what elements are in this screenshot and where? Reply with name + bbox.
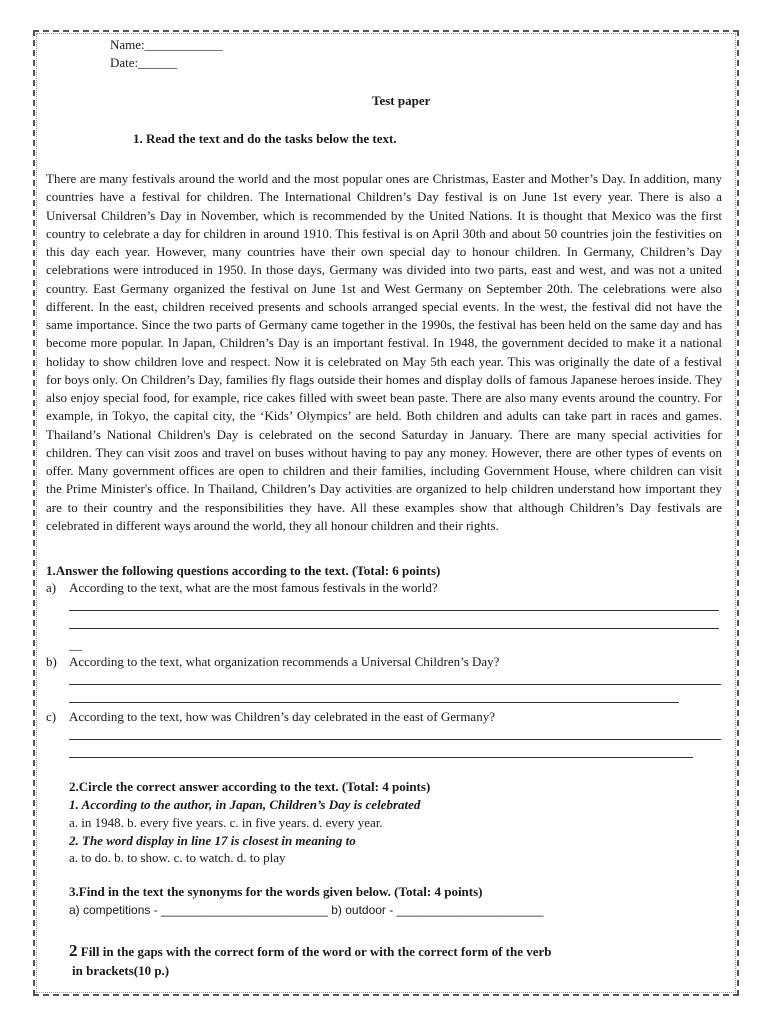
answer-line-b1[interactable] bbox=[69, 684, 721, 685]
answer-line-a1[interactable] bbox=[69, 610, 719, 611]
section1-heading: 1.Answer the following questions according to the text. (Total: 6 points) bbox=[46, 563, 441, 578]
question-c-marker: c) bbox=[46, 709, 57, 724]
answer-line-b2[interactable] bbox=[69, 702, 679, 703]
task1-heading: 1. Read the text and do the tasks below the text. bbox=[133, 131, 397, 146]
name-field-label: Name:____________ bbox=[110, 37, 223, 52]
section2-question2: 2. The word display in line 17 is closest in meaning to bbox=[69, 833, 356, 848]
answer-line-a3[interactable]: __ bbox=[69, 637, 82, 652]
section4-heading-line1: Fill in the gaps with the correct form of the word or with the correct form of the verb bbox=[77, 944, 552, 959]
question-a-text: According to the text, what are the most famous festivals in the world? bbox=[69, 580, 438, 595]
question-a-marker: a) bbox=[46, 580, 57, 595]
section3-synonym-items[interactable]: a) competitions - _________________________ b) outdoor - ______________________ bbox=[69, 903, 544, 917]
section2-question1: 1. According to the author, in Japan, Children’s Day is celebrated bbox=[69, 797, 421, 812]
section4-heading-line2: in brackets(10 p.) bbox=[72, 963, 170, 978]
answer-line-a2[interactable] bbox=[69, 628, 719, 629]
section2-question2-options[interactable]: a. to do. b. to show. c. to watch. d. to play bbox=[69, 850, 286, 865]
answer-line-c1[interactable] bbox=[69, 739, 721, 740]
question-b-marker: b) bbox=[46, 654, 57, 669]
section2-question1-options[interactable]: a. in 1948. b. every five years. c. in five years. d. every year. bbox=[69, 815, 383, 830]
section3-heading: 3.Find in the text the synonyms for the words given below. (Total: 4 points) bbox=[69, 884, 483, 899]
reading-text: There are many festivals around the world and the most popular ones are Christmas, Easter and Mother’s Day. In addition, many countries have a festival for children. The International Children’s Day festival is on June 1st every year. There is also a Universal Children’s Day in November, which is recommended by the United Nations. It is thought that Mexico was the first country to celebrate a day for children in around 1910. This festival is on April 30th and about 50 countries join the festivities on this day each year. However, many countries have their own special day to honour children. In Germany, Children’s Day celebrations were introduced in 1950. In those days, Germany was divided into two parts, east and west, and was not a united country. East Germany organized the festival on June 1st and West Germany on September 20th. The celebrations were also different. In the east, children received presents and schools arranged special events. In the west, the festival did not have the same importance. Since the two parts of Germany came together in the 1990s, the festival has been held on the same day and has become more popular. In Japan, Children’s Day is an important festival. In 1948, the government decided to make it a national holiday to show children love and respect. Now it is celebrated on May 5th each year. This was originally the date of a festival for boys only. On Children’s Day, families fly flags outside their homes and display dolls of famous Japanese heroes inside. They also enjoy special food, for example, rice cakes filled with sweet bean paste. There are also many events around the country. For example, in Tokyo, the capital city, the ‘Kids’ Olympics’ are held. Both children and adults can take part in races and games. Thailand’s National Children's Day is celebrated on the second Saturday in January. There are many special activities for children. They can visit zoos and travel on buses without having to pay any money. However, there are other types of events on offer. Many government offices are open to children and their families, including Government House, where children can visit the Prime Minister's office. In Thailand, Children’s Day activities are organized to help children understand how important they are to their country and the responsibilities they have. All these examples show that although Children’s Day festivals are celebrated in different ways around the world, they all honour children and their rights. bbox=[46, 171, 722, 533]
section2-heading: 2.Circle the correct answer according to the text. (Total: 4 points) bbox=[69, 779, 431, 794]
question-b-text: According to the text, what organization recommends a Universal Children’s Day? bbox=[69, 654, 500, 669]
section4-number: 2 bbox=[69, 941, 78, 960]
section4-heading bbox=[69, 941, 552, 961]
date-field-label: Date:______ bbox=[110, 55, 178, 70]
page-title: Test paper bbox=[372, 93, 431, 108]
answer-line-c2[interactable] bbox=[69, 757, 693, 758]
question-c-text: According to the text, how was Children’s day celebrated in the east of Germany? bbox=[69, 709, 495, 724]
